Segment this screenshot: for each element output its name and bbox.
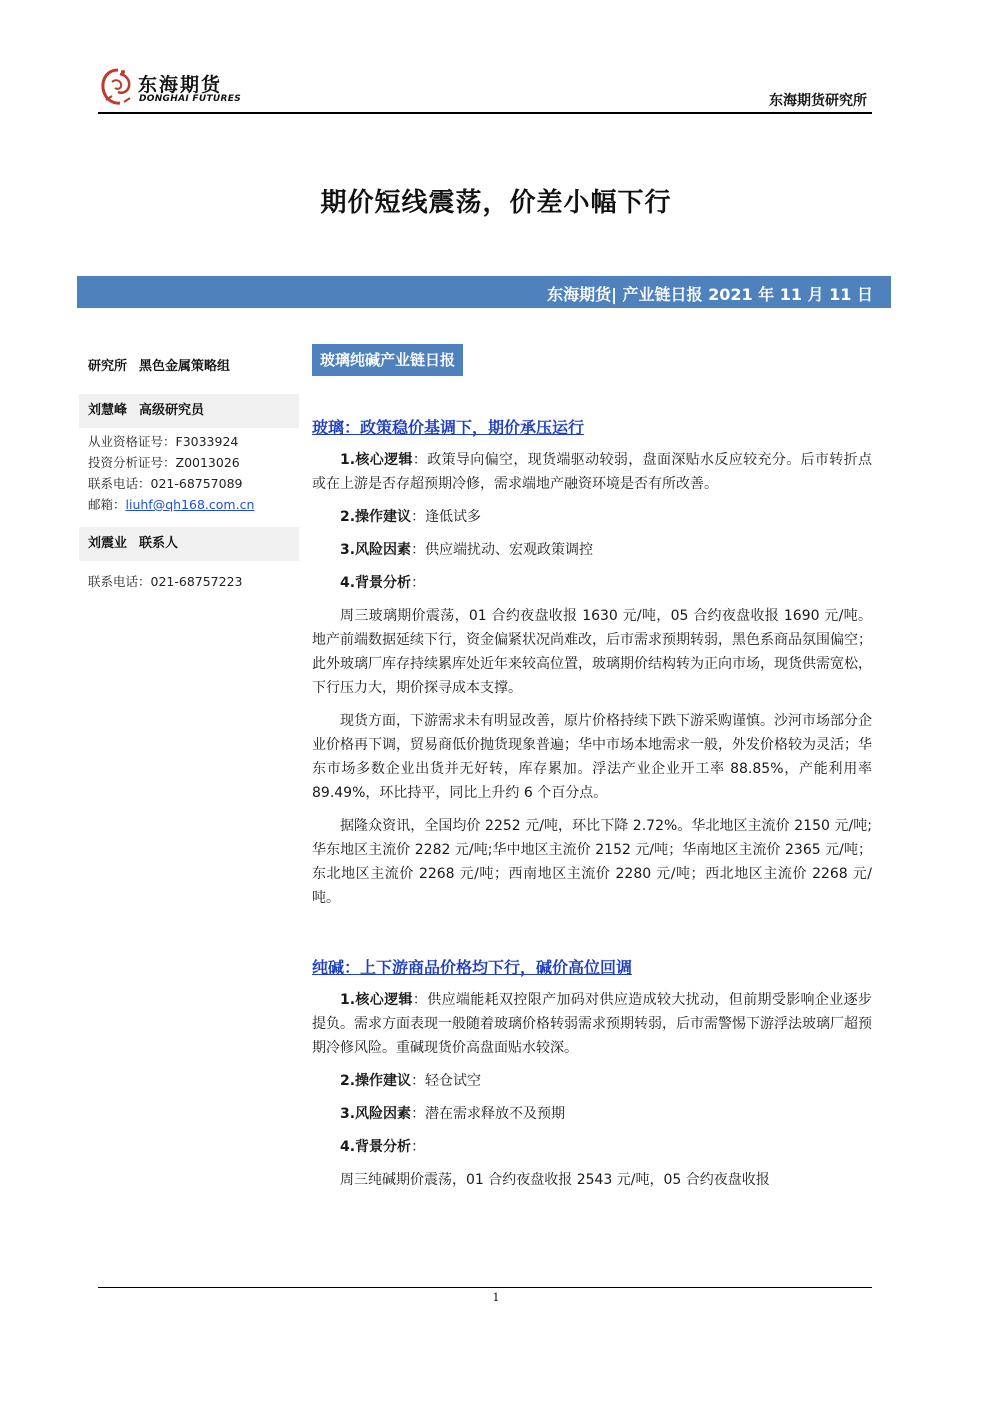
soda-advice-text: ：轻仓试空 [411,1073,482,1089]
glass-bg-colon: ： [411,575,426,591]
glass-paragraph-3: 据隆众资讯，全国均价 2252 元/吨，环比下降 2.72%。华北地区主流价 2150 元/吨;华东地区主流价 2282 元/吨;华中地区主流价 2152 元/吨；华南地区主流价 2365 元/吨；东北地区主流价 2268 元/吨；西南地区主流价 2280 元/吨；西北地区主流价 2268 元/吨。 [312,818,872,906]
email-label: 邮箱： [88,497,126,512]
invest-cert-number: 投资分析证号：Z0013026 [88,455,240,470]
soda-background-label [312,1135,872,1159]
glass-advice-text: ：逢低试多 [411,509,482,525]
analyst-row [79,394,299,428]
analyst-contact [79,428,299,515]
report-body [312,344,872,1201]
analyst-name: 刘慧峰 [88,403,128,418]
contact-row [79,527,299,561]
author-sidebar [79,350,299,592]
soda-advice [312,1069,872,1093]
soda-core-label: 1.核心逻辑 [340,992,413,1008]
department-group: 黑色金属策略组 [139,359,231,374]
contact-title: 联系人 [139,536,179,551]
soda-bg-label: 4.背景分析 [340,1139,412,1155]
contact-phone: 联系电话：021-68757223 [88,574,243,589]
soda-core-logic [312,988,872,1060]
header-divider [98,112,872,114]
analyst-title: 高级研究员 [139,403,205,418]
institute-name: 东海期货研究所 [769,93,867,109]
glass-bg-label: 4.背景分析 [340,575,412,591]
contact-name: 刘震业 [88,536,128,551]
logo-chinese-name: 东海期货 [138,74,223,96]
dragon-logo-icon [98,66,136,108]
department-label: 研究所 [88,359,128,374]
analyst-phone: 联系电话：021-68757089 [88,476,243,491]
soda-risk-label: 3.风险因素 [340,1106,412,1122]
glass-risk [312,538,872,562]
soda-advice-label: 2.操作建议 [340,1073,412,1089]
logo-english-name: DONGHAI FUTURES [139,94,241,104]
glass-core-label: 1.核心逻辑 [340,452,413,468]
glass-risk-text: ：供应端扰动、宏观政策调控 [411,542,594,558]
analyst-email-line [88,494,299,515]
soda-risk-text: ：潜在需求释放不及预期 [411,1106,566,1122]
report-title: 期价短线震荡，价差小幅下行 [320,188,672,218]
soda-core-text: ：供应端能耗双控限产加码对供应造成较大扰动，但前期受影响企业逐步提负。需求方面表现一般随着玻璃价格转弱需求预期转弱，后市需警惕下游浮法玻璃厂超预期冷修风险。重碱现货价高盘面贴水较深。 [312,992,872,1056]
glass-risk-label: 3.风险因素 [340,542,412,558]
glass-paragraph-2: 现货方面，下游需求未有明显改善，原片价格持续下跌下游采购谨慎。沙河市场部分企业价格再下调，贸易商低价抛货现象普遍；华中市场本地需求一般，外发价格较为灵活；华东市场多数企业出货并无好转，库存累加。浮法产业企业开工率 88.85%，产能利用率 89.49%，环比持平，同比上升约 6 个百分点。 [312,713,872,801]
footer-divider [98,1287,872,1288]
department-row [79,350,299,384]
glass-paragraph-1: 周三玻璃期价震荡，01 合约夜盘收报 1630 元/吨，05 合约夜盘收报 1690 元/吨。地产前端数据延续下行，资金偏紧状况尚难改，后市需求预期转弱，黑色系商品氛围偏空；此外玻璃厂库存持续累库处近年来较高位置，玻璃期价结构转为正向市场，现货供需宽松，下行压力大，期价探寻成本支撑。 [312,608,872,696]
page-number: 1 [492,1291,500,1304]
glass-advice-label: 2.操作建议 [340,509,412,525]
banner-text: 东海期货| 产业链日报 2021 年 11 月 11 日 [547,285,873,304]
email-link[interactable]: liuhf@qh168.com.cn [125,497,255,512]
company-logo [98,66,241,108]
cert-number: 从业资格证号：F3033924 [88,434,239,449]
glass-core-text: ：政策导向偏空，现货端驱动较弱，盘面深贴水反应较充分。后市转折点或在上游是否存超预期冷修，需求端地产融资环境是否有所改善。 [312,452,872,492]
soda-bg-colon: ： [411,1139,426,1155]
report-banner [77,276,891,308]
glass-core-logic [312,448,872,496]
glass-heading: 玻璃：政策稳价基调下，期价承压运行 [312,418,585,437]
glass-background-label [312,571,872,595]
report-tag: 玻璃纯碱产业链日报 [312,344,463,376]
contact-info [79,561,299,592]
soda-paragraph-1: 周三纯碱期价震荡，01 合约夜盘收报 2543 元/吨，05 合约夜盘收报 [340,1172,770,1188]
soda-risk [312,1102,872,1126]
soda-heading: 纯碱：上下游商品价格均下行，碱价高位回调 [312,958,633,977]
glass-advice [312,505,872,529]
